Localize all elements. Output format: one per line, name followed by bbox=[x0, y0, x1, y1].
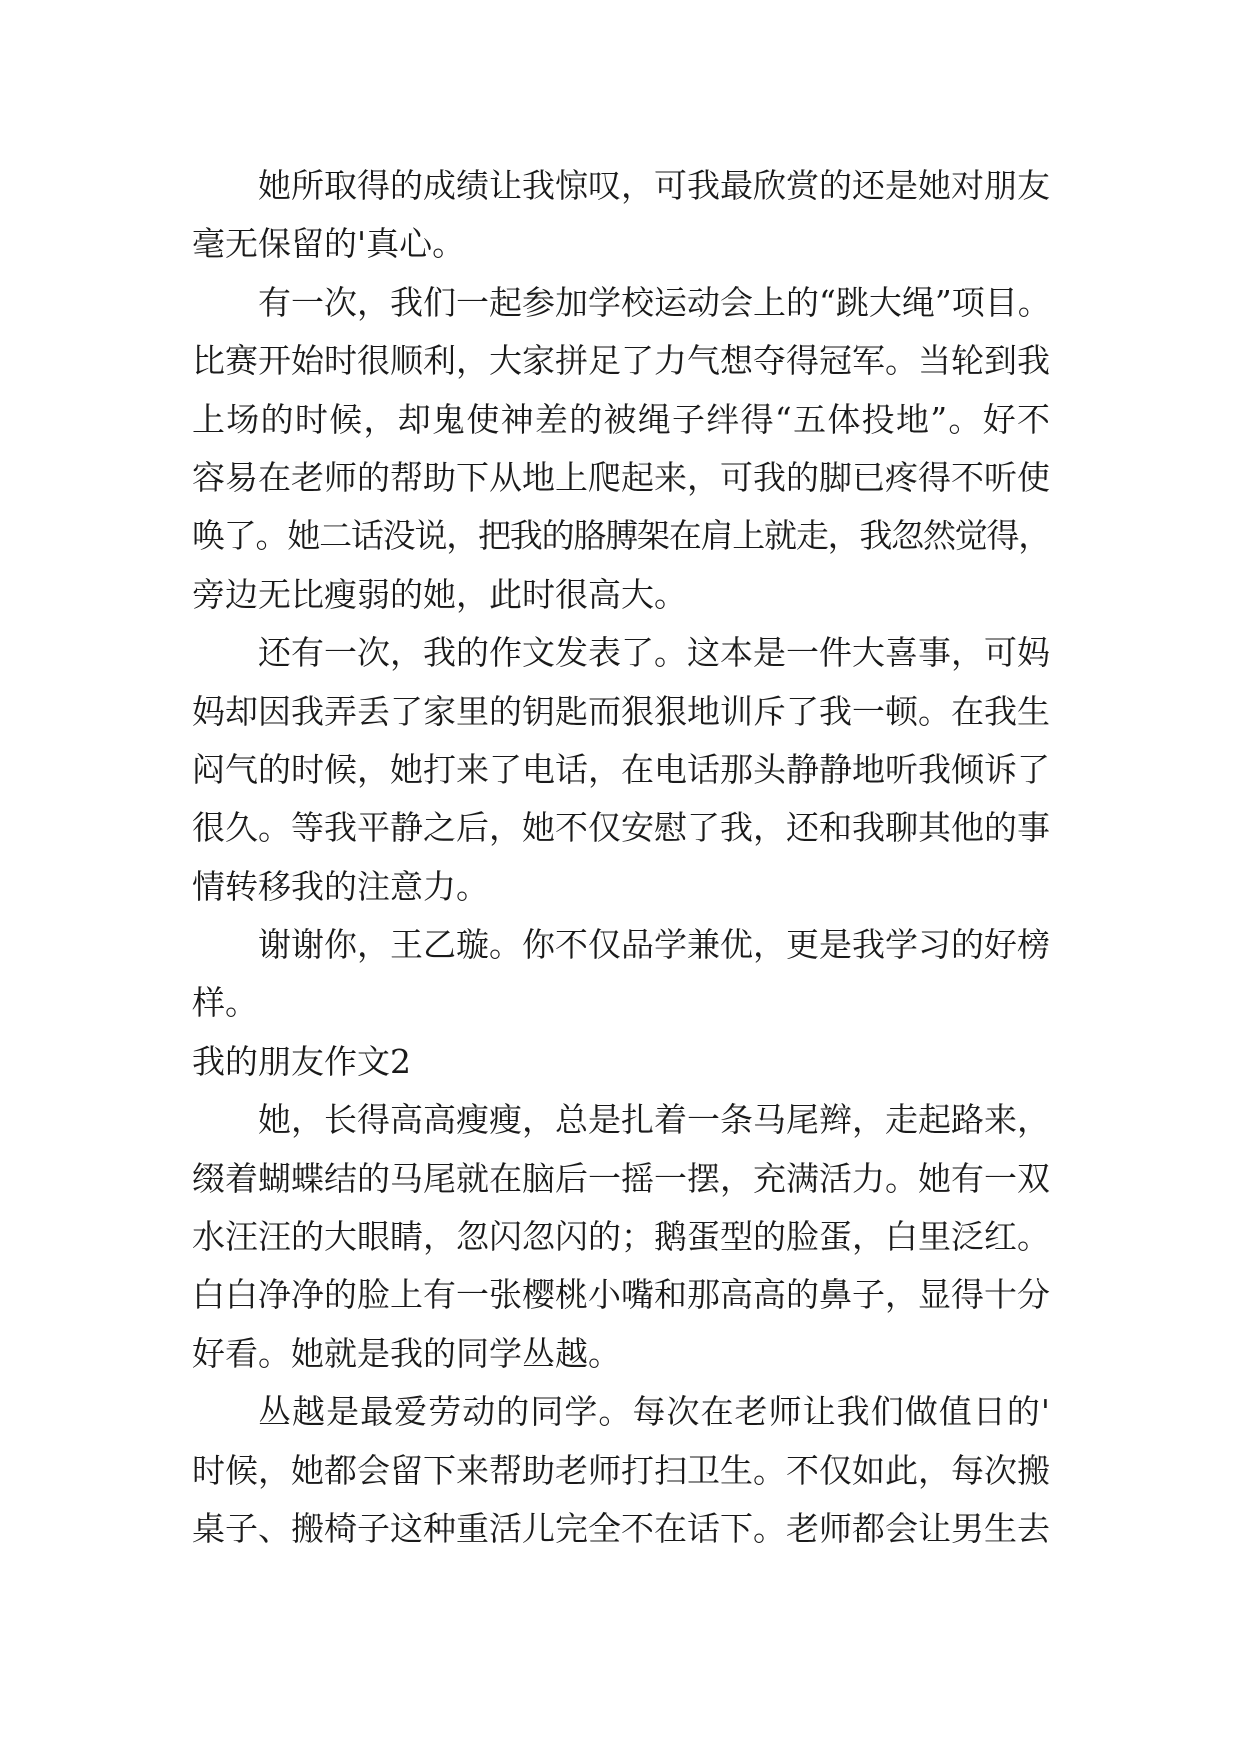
text-line: 时候，她都会留下来帮助老师打扫卫生。不仅如此，每次搬 bbox=[192, 1450, 1050, 1490]
text-line: 桌子、搬椅子这种重活儿完全不在话下。老师都会让男生去 bbox=[192, 1508, 1050, 1548]
text-line: 丛越是最爱劳动的同学。每次在老师让我们做值日的' bbox=[258, 1392, 1050, 1432]
text-line: 好看。她就是我的同学丛越。 bbox=[192, 1333, 621, 1373]
text-line: 妈却因我弄丢了家里的钥匙而狠狠地训斥了我一顿。在我生 bbox=[192, 691, 1050, 731]
text-line: 缀着蝴蝶结的马尾就在脑后一摇一摆，充满活力。她有一双 bbox=[192, 1158, 1050, 1198]
paragraph bbox=[192, 1383, 1050, 1558]
text-line: 比赛开始时很顺利，大家拼足了力气想夺得冠军。当轮到我 bbox=[192, 341, 1050, 381]
text-line: 闷气的时候，她打来了电话，在电话那头静静地听我倾诉了 bbox=[192, 749, 1050, 789]
text-line: 毫无保留的'真心。 bbox=[192, 224, 466, 264]
text-line: 上场的时候，却鬼使神差的被绳子绊得“五体投地”。好不 bbox=[192, 399, 1050, 439]
text-line: 有一次，我们一起参加学校运动会上的“跳大绳”项目。 bbox=[258, 282, 1051, 322]
paragraph bbox=[192, 624, 1050, 916]
text-line: 容易在老师的帮助下从地上爬起来，可我的脚已疼得不听使 bbox=[192, 457, 1050, 497]
paragraph bbox=[192, 157, 1050, 274]
text-line: 样。 bbox=[192, 983, 258, 1023]
text-line: 谢谢你，王乙璇。你不仅品学兼优，更是我学习的好榜 bbox=[258, 925, 1050, 965]
paragraph bbox=[192, 1091, 1050, 1383]
document-body bbox=[192, 157, 1050, 1558]
text-line: 水汪汪的大眼睛，忽闪忽闪的；鹅蛋型的脸蛋，白里泛红。 bbox=[192, 1217, 1050, 1257]
text-line: 情转移我的注意力。 bbox=[192, 866, 489, 906]
text-line: 很久。等我平静之后，她不仅安慰了我，还和我聊其他的事 bbox=[192, 808, 1050, 848]
text-line: 白白净净的脸上有一张樱桃小嘴和那高高的鼻子，显得十分 bbox=[192, 1275, 1050, 1315]
paragraph bbox=[192, 274, 1050, 624]
text-line: 旁边无比瘦弱的她，此时很高大。 bbox=[192, 574, 687, 614]
text-line: 唤了。她二话没说，把我的胳膊架在肩上就走，我忽然觉得， bbox=[192, 516, 1050, 556]
text-line: 还有一次，我的作文发表了。这本是一件大喜事，可妈 bbox=[258, 633, 1050, 673]
text-line: 她所取得的成绩让我惊叹，可我最欣赏的还是她对朋友 bbox=[258, 166, 1050, 205]
paragraph bbox=[192, 916, 1050, 1033]
essay-title: 我的朋友作文2 bbox=[192, 1041, 411, 1081]
text-line: 她，长得高高瘦瘦，总是扎着一条马尾辫，走起路来， bbox=[258, 1100, 1050, 1140]
